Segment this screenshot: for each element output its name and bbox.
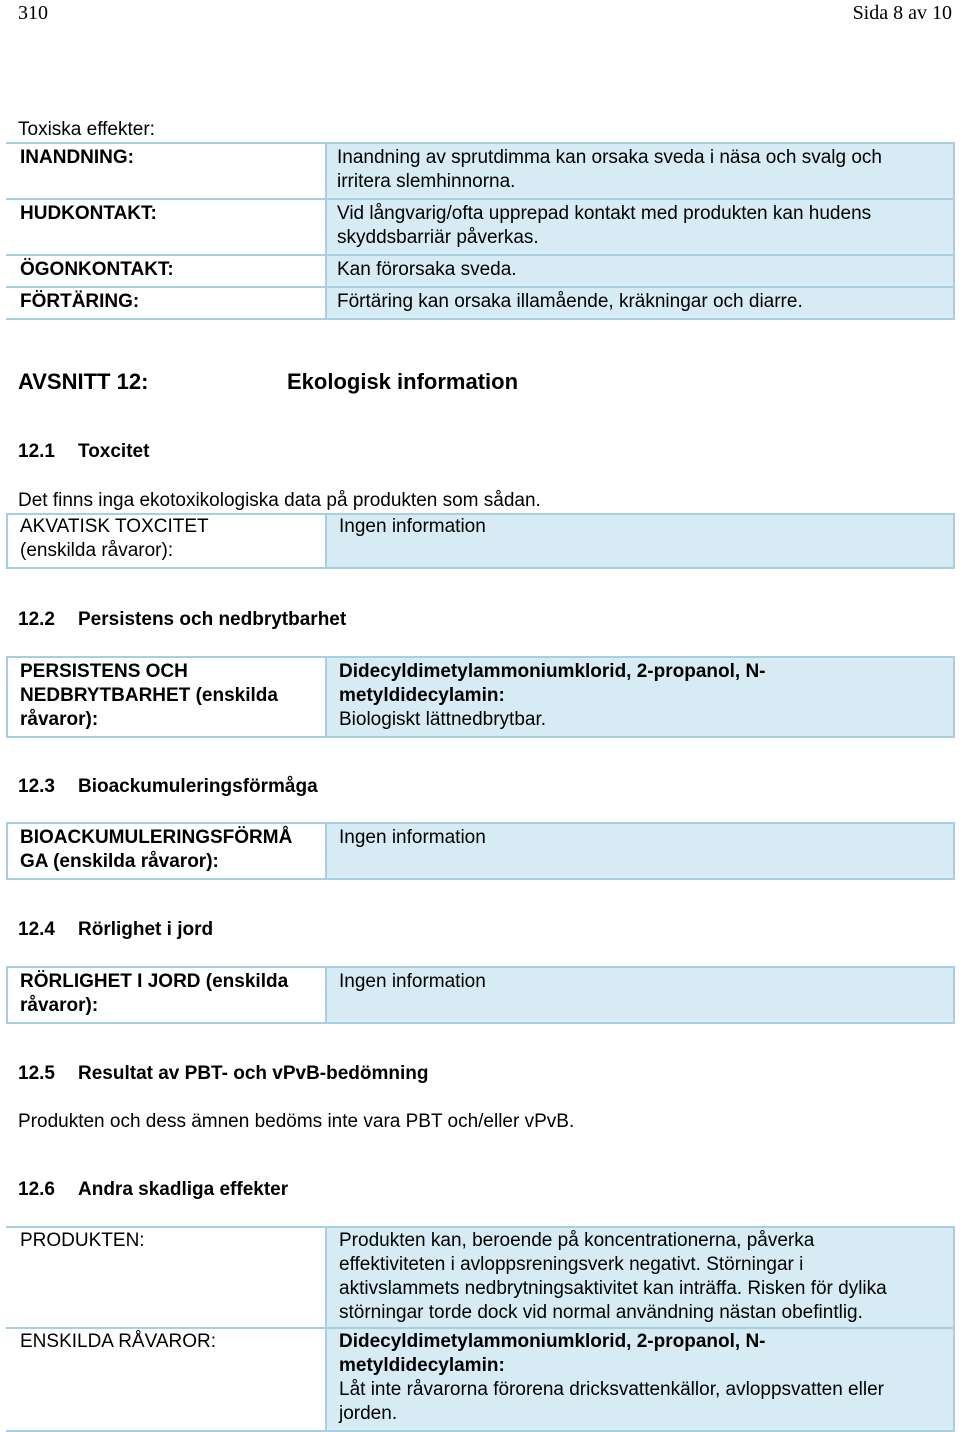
label-line: BIOACKUMULERINGSFÖRMÅ	[20, 827, 293, 848]
substance-line: metyldidecylamin:	[339, 1355, 505, 1376]
subsection-title: Bioackumuleringsförmåga	[78, 776, 318, 797]
toxic-label: FÖRTÄRING:	[7, 287, 326, 319]
bioaccumulation-value: Ingen information	[326, 823, 954, 879]
label-line: råvaror):	[20, 995, 99, 1016]
persistence-result: Biologiskt lättnedbrytbar.	[339, 709, 547, 730]
section-label: AVSNITT 12:	[18, 369, 149, 394]
text-line: störningar torde dock vid normal användning nästan obefintlig.	[339, 1302, 863, 1323]
product-effects	[326, 1227, 954, 1328]
raw-materials-label: ENSKILDA RÅVAROR:	[7, 1328, 326, 1431]
toxic-text: Förtäring kan orsaka illamående, kräkningar och diarre.	[326, 287, 954, 319]
toxic-label: HUDKONTAKT:	[7, 199, 326, 255]
subsection-heading-12-2	[18, 609, 346, 631]
subsection-number: 12.2	[18, 609, 55, 630]
label-line: GA (enskilda råvaror):	[20, 851, 219, 872]
label-line: råvaror):	[20, 709, 99, 730]
toxic-text: Vid långvarig/ofta upprepad kontakt med produkten kan hudens skyddsbarriär påverkas.	[326, 199, 954, 255]
aquatic-toxicity-value: Ingen information	[326, 514, 954, 568]
text-line: effektiviteten i avloppsreningsverk negativt. Störningar i	[339, 1254, 804, 1275]
toxic-label: INANDNING:	[7, 143, 326, 199]
subsection-title: Rörlighet i jord	[78, 919, 214, 940]
subsection-heading-12-5	[18, 1063, 429, 1085]
soil-mobility-table	[6, 966, 955, 1024]
product-label: PRODUKTEN:	[7, 1227, 326, 1328]
text-line: jorden.	[339, 1403, 398, 1424]
toxic-label: ÖGONKONTAKT:	[7, 255, 326, 287]
label-line: PERSISTENS OCH	[20, 661, 188, 682]
subsection-number: 12.1	[18, 441, 55, 462]
other-effects-table	[6, 1226, 955, 1432]
label-line: AKVATISK TOXCITET	[20, 516, 209, 537]
section-title: Ekologisk information	[287, 369, 519, 394]
toxicity-intro: Det finns inga ekotoxikologiska data på produkten som sådan.	[18, 490, 541, 511]
subsection-title: Andra skadliga effekter	[78, 1179, 289, 1200]
subsection-heading-12-4	[18, 919, 213, 941]
subsection-title: Toxcitet	[78, 441, 150, 462]
pbt-assessment-text: Produkten och dess ämnen bedöms inte vara PBT och/eller vPvB.	[18, 1111, 575, 1132]
text-line: aktivslammets nedbrytningsaktivitet kan inträffa. Risken för dylika	[339, 1278, 887, 1299]
subsection-number: 12.5	[18, 1063, 55, 1084]
label-line: (enskilda råvaror):	[20, 540, 174, 561]
toxic-text: Kan förorsaka sveda.	[326, 255, 954, 287]
bioaccumulation-label	[7, 823, 326, 879]
aquatic-toxicity-table	[6, 513, 955, 569]
page-number: 310	[18, 2, 48, 24]
label-line: RÖRLIGHET I JORD (enskilda	[20, 971, 289, 992]
toxic-effects-table	[6, 142, 955, 320]
bioaccumulation-table	[6, 822, 955, 880]
persistence-table	[6, 656, 955, 738]
label-line: NEDBRYTBARHET (enskilda	[20, 685, 278, 706]
persistence-label	[7, 657, 326, 737]
substance-line: metyldidecylamin:	[339, 685, 505, 706]
subsection-number: 12.4	[18, 919, 55, 940]
aquatic-toxicity-label	[7, 514, 326, 568]
toxic-row-inhalation	[7, 143, 954, 199]
subsection-heading-12-6	[18, 1179, 288, 1201]
soil-mobility-value: Ingen information	[326, 967, 954, 1023]
toxic-text: Inandning av sprutdimma kan orsaka sveda i näsa och svalg och irritera slemhinnorna.	[326, 143, 954, 199]
text-line: Låt inte råvarorna förorena dricksvattenkällor, avloppsvatten eller	[339, 1379, 884, 1400]
toxic-row-ingestion	[7, 287, 954, 319]
substance-line: Didecyldimetylammoniumklorid, 2-propanol, N-	[339, 1331, 766, 1352]
subsection-number: 12.6	[18, 1179, 55, 1200]
subsection-number: 12.3	[18, 776, 55, 797]
subsection-title: Resultat av PBT- och vPvB-bedömning	[78, 1063, 429, 1084]
toxic-row-eye	[7, 255, 954, 287]
page-indicator: Sida 8 av 10	[852, 2, 952, 24]
soil-mobility-label	[7, 967, 326, 1023]
raw-materials-effects	[326, 1328, 954, 1431]
text-line: Produkten kan, beroende på koncentrationerna, påverka	[339, 1230, 815, 1251]
subsection-title: Persistens och nedbrytbarhet	[78, 609, 347, 630]
subsection-heading-12-1	[18, 441, 149, 463]
substance-line: Didecyldimetylammoniumklorid, 2-propanol, N-	[339, 661, 766, 682]
toxic-intro: Toxiska effekter:	[18, 119, 155, 140]
toxic-row-skin	[7, 199, 954, 255]
persistence-value	[326, 657, 954, 737]
subsection-heading-12-3	[18, 776, 318, 798]
